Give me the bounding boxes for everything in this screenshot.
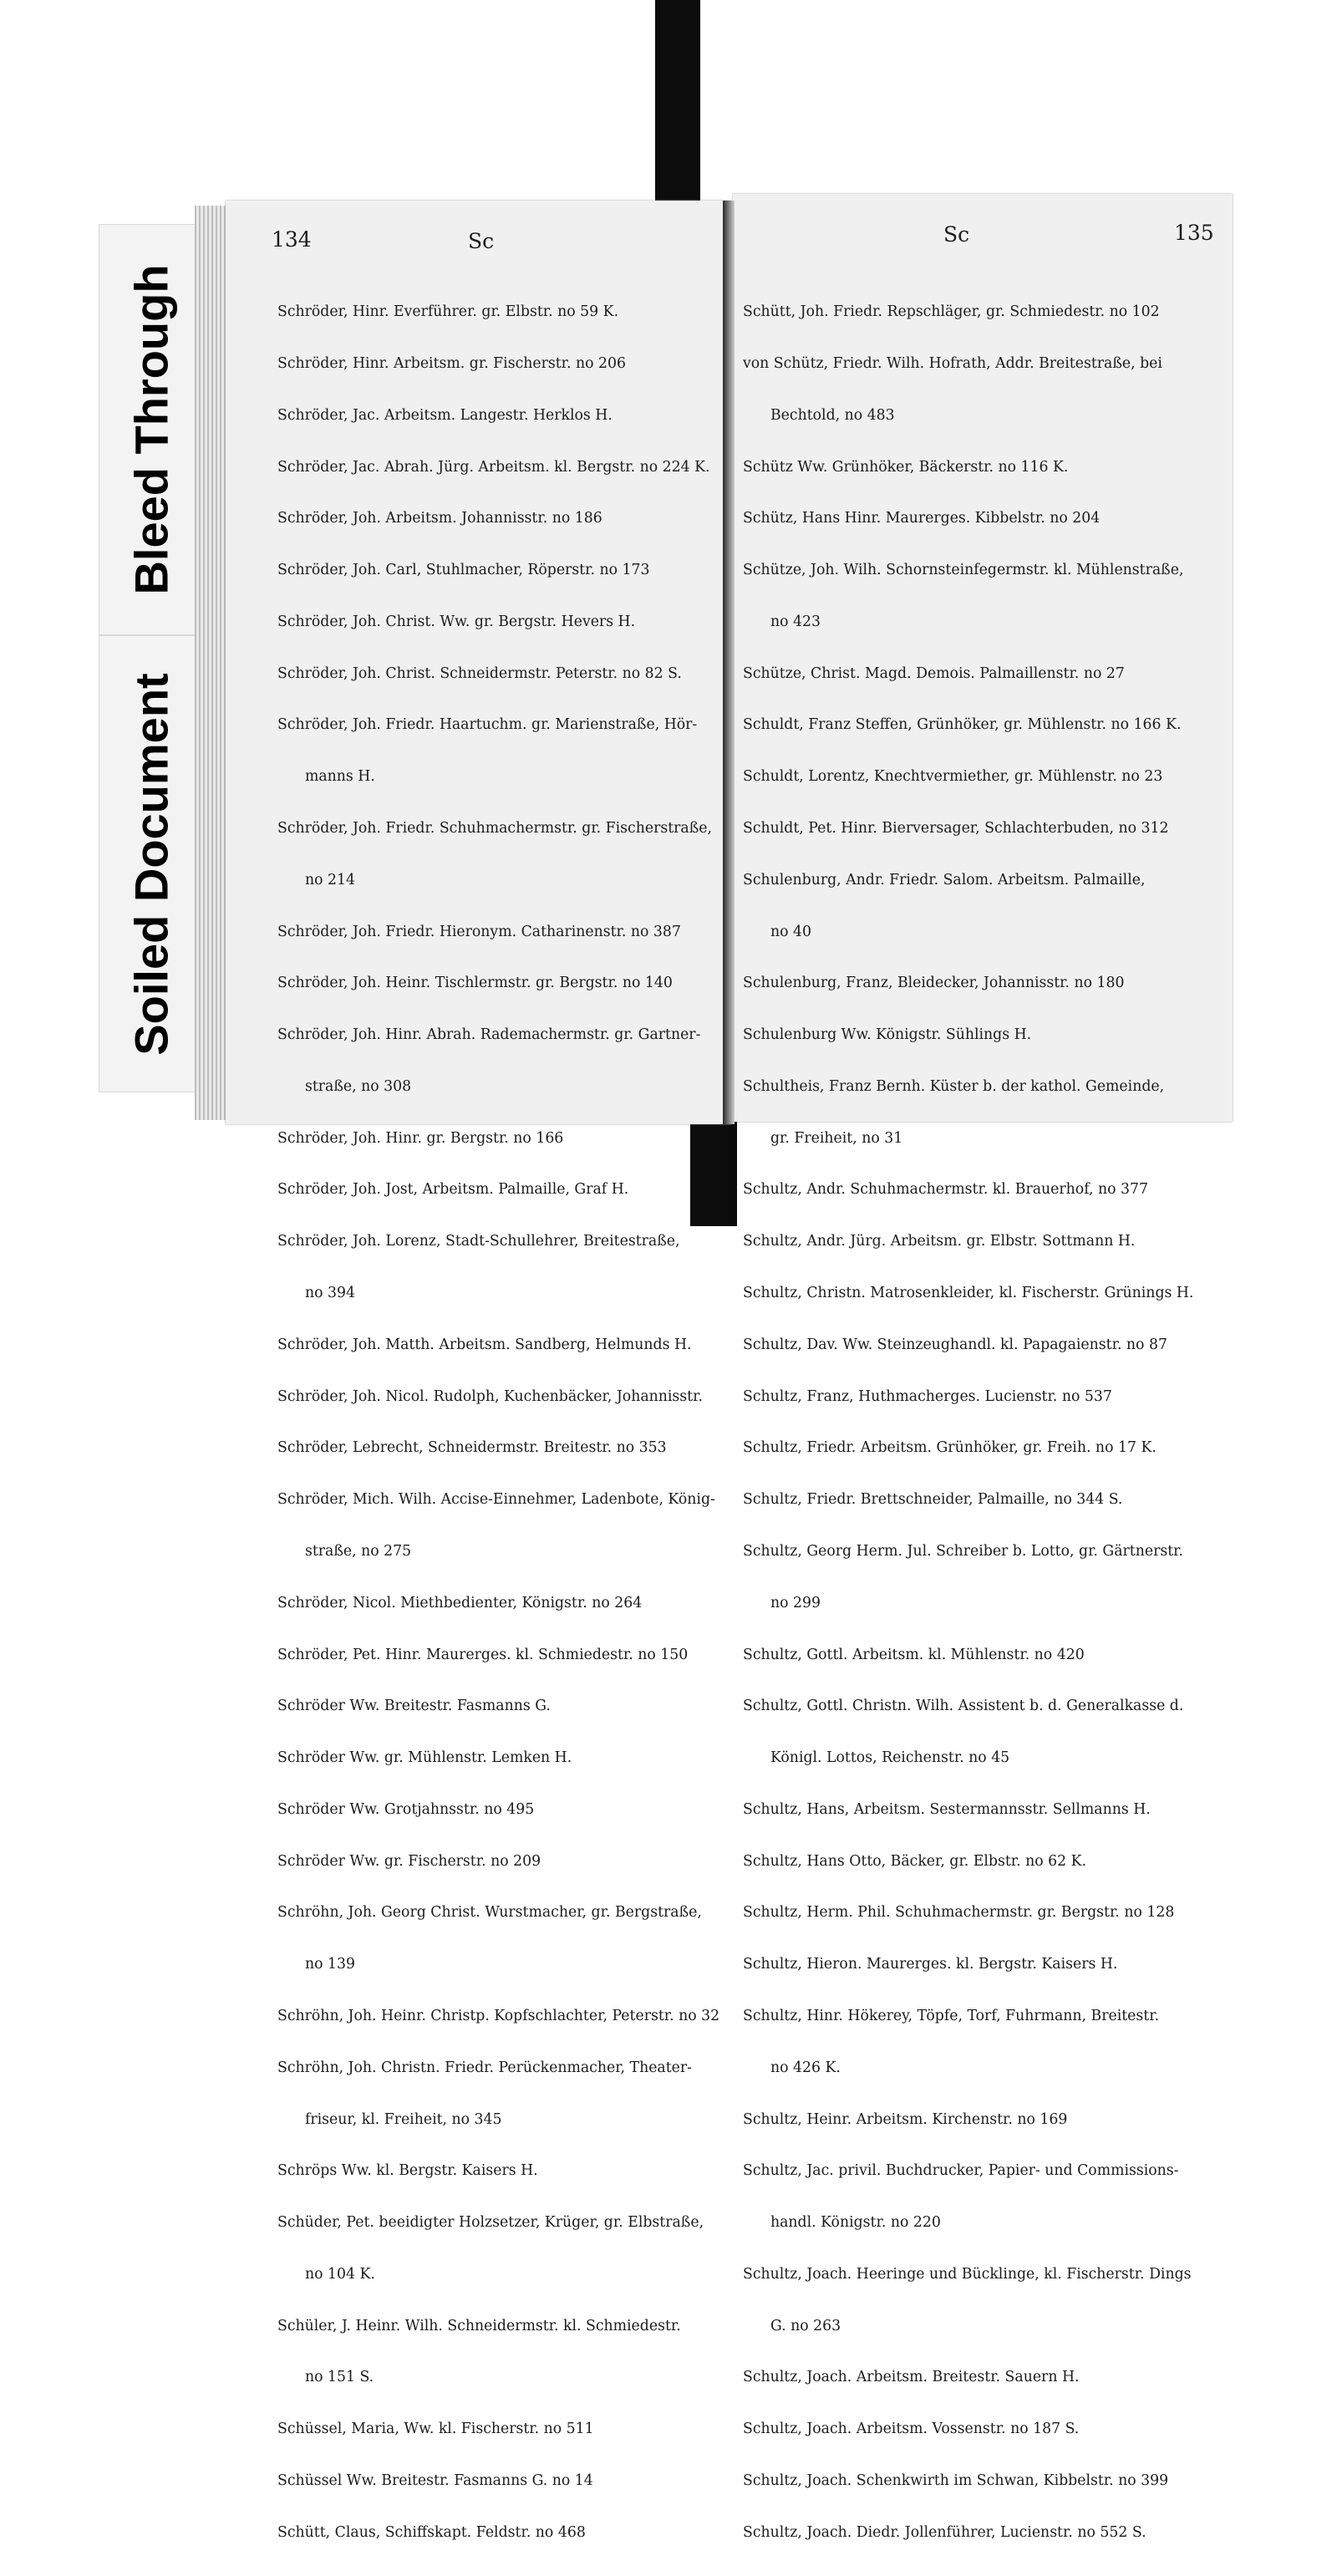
list-item: Schüler, J. Heinr. Wilh. Schneidermstr. kl. Schmiedestr.	[277, 2317, 681, 2334]
list-item: Schultz, Friedr. Brettschneider, Palmaille, no 344 S.	[743, 1491, 1123, 1509]
list-item: Schröder, Pet. Hinr. Maurerges. kl. Schmiedestr. no 150	[277, 1646, 689, 1663]
right-page-number: 135	[1174, 221, 1214, 245]
list-item: Schütt, Claus, Schiffskapt. Feldstr. no 468	[277, 2523, 586, 2541]
list-item: Schröps Ww. kl. Bergstr. Kaisers H.	[277, 2162, 538, 2180]
list-item: Schuldt, Franz Steffen, Grünhöker, gr. Mühlenstr. no 166 K.	[743, 716, 1182, 734]
list-item: Schütze, Christ. Magd. Demois. Palmaillenstr. no 27	[743, 664, 1125, 682]
bleed-through-text: Bleed Through	[125, 264, 178, 595]
list-item: friseur, kl. Freiheit, no 345	[277, 2110, 502, 2128]
list-item: Schultheis, Franz Bernh. Küster b. der kathol. Gemeinde,	[743, 1077, 1165, 1095]
list-item: Schröder, Joh. Arbeitsm. Johannisstr. no 186	[277, 510, 602, 527]
list-item: Schultz, Georg Herm. Jul. Schreiber b. Lotto, gr. Gärtnerstr.	[743, 1542, 1184, 1560]
list-item: no 423	[743, 613, 821, 630]
list-item: Schröder, Joh. Christ. Ww. gr. Bergstr. Hevers H.	[277, 613, 636, 630]
list-item: manns H.	[277, 768, 375, 786]
list-item: no 151 S.	[277, 2369, 374, 2386]
list-item: no 394	[277, 1285, 355, 1302]
list-item: Schröder, Joh. Hinr. gr. Bergstr. no 166	[277, 1129, 564, 1147]
list-item: Schröder, Joh. Friedr. Hieronym. Catharinenstr. no 387	[277, 923, 681, 940]
list-item: Schröder Ww. Breitestr. Fasmanns G.	[277, 1698, 551, 1715]
list-item: Schultz, Hinr. Hökerey, Töpfe, Torf, Fuhrmann, Breitestr.	[743, 2007, 1160, 2024]
list-item: Schröder, Joh. Carl, Stuhlmacher, Röperstr. no 173	[277, 562, 650, 579]
binding-strap-top	[655, 0, 700, 219]
list-item: G. no 263	[743, 2317, 841, 2334]
left-page-number: 134	[272, 227, 312, 252]
list-item: Schröhn, Joh. Christn. Friedr. Perückenmacher, Theater-	[277, 2059, 692, 2076]
list-item: Schultz, Jac. privil. Buchdrucker, Papier- und Commissions-	[743, 2162, 1179, 2180]
list-item: von Schütz, Friedr. Wilh. Hofrath, Addr. Breitestraße, bei	[743, 354, 1162, 372]
list-item: Königl. Lottos, Reichenstr. no 45	[743, 1749, 1010, 1767]
soiled-document-text: Soiled Document	[125, 672, 178, 1056]
list-item: Schröder, Joh. Heinr. Tischlermstr. gr. Bergstr. no 140	[277, 975, 673, 992]
list-item: Schröder, Jac. Arbeitsm. Langestr. Herklos H.	[277, 406, 613, 424]
list-item: no 426 K.	[743, 2059, 841, 2076]
list-item: Schultz, Gottl. Arbeitsm. kl. Mühlenstr. no 420	[743, 1646, 1085, 1663]
list-item: no 139	[277, 1956, 355, 1973]
list-item: Schulenburg, Andr. Friedr. Salom. Arbeitsm. Palmaille,	[743, 871, 1146, 888]
list-item: Schultz, Joach. Diedr. Jollenführer, Lucienstr. no 552 S.	[743, 2523, 1146, 2541]
list-item: Schröder, Joh. Nicol. Rudolph, Kuchenbäcker, Johannisstr.	[277, 1387, 703, 1405]
list-item: Schultz, Christn. Matrosenkleider, kl. Fischerstr. Grünings H.	[743, 1285, 1194, 1302]
list-item: Schultz, Hans, Arbeitsm. Sestermannsstr. Sellmanns H.	[743, 1800, 1151, 1818]
list-item: no 214	[277, 871, 355, 888]
list-item: Schröder, Joh. Matth. Arbeitsm. Sandberg, Helmunds H.	[277, 1336, 692, 1353]
list-item: Schütz Ww. Grünhöker, Bäckerstr. no 116 K.	[743, 458, 1069, 476]
list-item: Schütz, Hans Hinr. Maurerges. Kibbelstr. no 204	[743, 510, 1101, 527]
list-item: Schütze, Joh. Wilh. Schornsteinfegermstr. kl. Mühlenstraße,	[743, 562, 1184, 579]
soiled-document-label	[99, 635, 204, 1092]
list-item: Schultz, Andr. Jürg. Arbeitsm. gr. Elbstr. Sottmann H.	[743, 1233, 1136, 1250]
bleed-through-label	[99, 224, 204, 635]
right-page-header: Sc	[943, 222, 970, 247]
list-item: Schulenburg, Franz, Bleidecker, Johannisstr. no 180	[743, 975, 1125, 992]
list-item: gr. Freiheit, no 31	[743, 1129, 903, 1147]
book-gutter	[723, 201, 735, 1124]
list-item: Schröder, Joh. Lorenz, Stadt-Schullehrer, Breitestraße,	[277, 1233, 680, 1250]
list-item: Schröder, Hinr. Everführer. gr. Elbstr. no 59 K.	[277, 303, 619, 321]
list-item: Schröder Ww. gr. Fischerstr. no 209	[277, 1852, 541, 1870]
list-item: Schultz, Joach. Heeringe und Bücklinge, kl. Fischerstr. Dings	[743, 2265, 1192, 2283]
list-item: Schulenburg Ww. Königstr. Sühlings H.	[743, 1026, 1032, 1044]
list-item: no 40	[743, 923, 811, 940]
list-item: Schultz, Heinr. Arbeitsm. Kirchenstr. no 169	[743, 2110, 1068, 2128]
list-item: Schröder, Joh. Hinr. Abrah. Rademachermstr. gr. Gartner-	[277, 1026, 701, 1044]
right-entry-list	[743, 269, 1193, 2576]
list-item: Schröder, Joh. Christ. Schneidermstr. Peterstr. no 82 S.	[277, 664, 682, 682]
list-item: Schultz, Joach. Arbeitsm. Vossenstr. no 187 S.	[743, 2421, 1080, 2438]
list-item: no 299	[743, 1594, 821, 1611]
list-item: Schütt, Joh. Friedr. Repschläger, gr. Schmiedestr. no 102	[743, 303, 1160, 321]
list-item: Schröder, Joh. Friedr. Schuhmachermstr. gr. Fischerstraße,	[277, 820, 712, 837]
list-item: handl. Königstr. no 220	[743, 2214, 941, 2232]
list-item: Schultz, Joach. Schenkwirth im Schwan, Kibbelstr. no 399	[743, 2472, 1169, 2489]
list-item: Schröhn, Joh. Heinr. Christp. Kopfschlachter, Peterstr. no 32	[277, 2007, 720, 2024]
list-item: Schuldt, Pet. Hinr. Bierversager, Schlachterbuden, no 312	[743, 820, 1169, 837]
list-item: Schultz, Joach. Arbeitsm. Breitestr. Sauern H.	[743, 2369, 1080, 2386]
list-item: Bechtold, no 483	[743, 406, 895, 424]
list-item: Schröder, Mich. Wilh. Accise-Einnehmer, Ladenbote, König-	[277, 1491, 715, 1509]
left-page-header: Sc	[468, 229, 495, 253]
list-item: Schröder, Jac. Abrah. Jürg. Arbeitsm. kl. Bergstr. no 224 K.	[277, 458, 710, 476]
list-item: Schultz, Herm. Phil. Schuhmachermstr. gr. Bergstr. no 128	[743, 1904, 1175, 1922]
list-item: straße, no 308	[277, 1077, 412, 1095]
list-item: Schultz, Andr. Schuhmachermstr. kl. Brauerhof, no 377	[743, 1181, 1148, 1199]
list-item: Schultz, Friedr. Arbeitsm. Grünhöker, gr. Freih. no 17 K.	[743, 1439, 1157, 1457]
list-item: Schröder, Joh. Jost, Arbeitsm. Palmaille, Graf H.	[277, 1181, 629, 1199]
list-item: Schröder, Joh. Friedr. Haartuchm. gr. Marienstraße, Hör-	[277, 716, 698, 734]
list-item: Schultz, Dav. Ww. Steinzeughandl. kl. Papagaienstr. no 87	[743, 1336, 1167, 1353]
list-item: Schröder, Nicol. Miethbedienter, Königstr. no 264	[277, 1594, 643, 1611]
list-item: Schröhn, Joh. Georg Christ. Wurstmacher, gr. Bergstraße,	[277, 1904, 702, 1922]
list-item: Schröder, Hinr. Arbeitsm. gr. Fischerstr. no 206	[277, 354, 627, 372]
list-item: Schröder Ww. Grotjahnsstr. no 495	[277, 1800, 535, 1818]
list-item: Schuldt, Lorentz, Knechtvermiether, gr. Mühlenstr. no 23	[743, 768, 1163, 786]
list-item: Schultz, Hans Otto, Bäcker, gr. Elbstr. no 62 K.	[743, 1852, 1087, 1870]
list-item: straße, no 275	[277, 1542, 412, 1560]
list-item: no 104 K.	[277, 2265, 375, 2283]
list-item: Schröder Ww. gr. Mühlenstr. Lemken H.	[277, 1749, 572, 1767]
list-item: Schultz, Franz, Huthmacherges. Lucienstr. no 537	[743, 1387, 1112, 1405]
list-item: Schröder, Lebrecht, Schneidermstr. Breitestr. no 353	[277, 1439, 667, 1457]
left-entry-list	[277, 269, 719, 2576]
list-item: Schultz, Hieron. Maurerges. kl. Bergstr. Kaisers H.	[743, 1956, 1118, 1973]
list-item: Schultz, Gottl. Christn. Wilh. Assistent b. d. Generalkasse d.	[743, 1698, 1184, 1715]
list-item: Schüder, Pet. beeidigter Holzsetzer, Krüger, gr. Elbstraße,	[277, 2214, 704, 2232]
list-item: Schüssel, Maria, Ww. kl. Fischerstr. no 511	[277, 2421, 594, 2438]
right-page	[733, 194, 1233, 2541]
left-page	[226, 201, 731, 2541]
list-item: Schüssel Ww. Breitestr. Fasmanns G. no 14	[277, 2472, 593, 2489]
